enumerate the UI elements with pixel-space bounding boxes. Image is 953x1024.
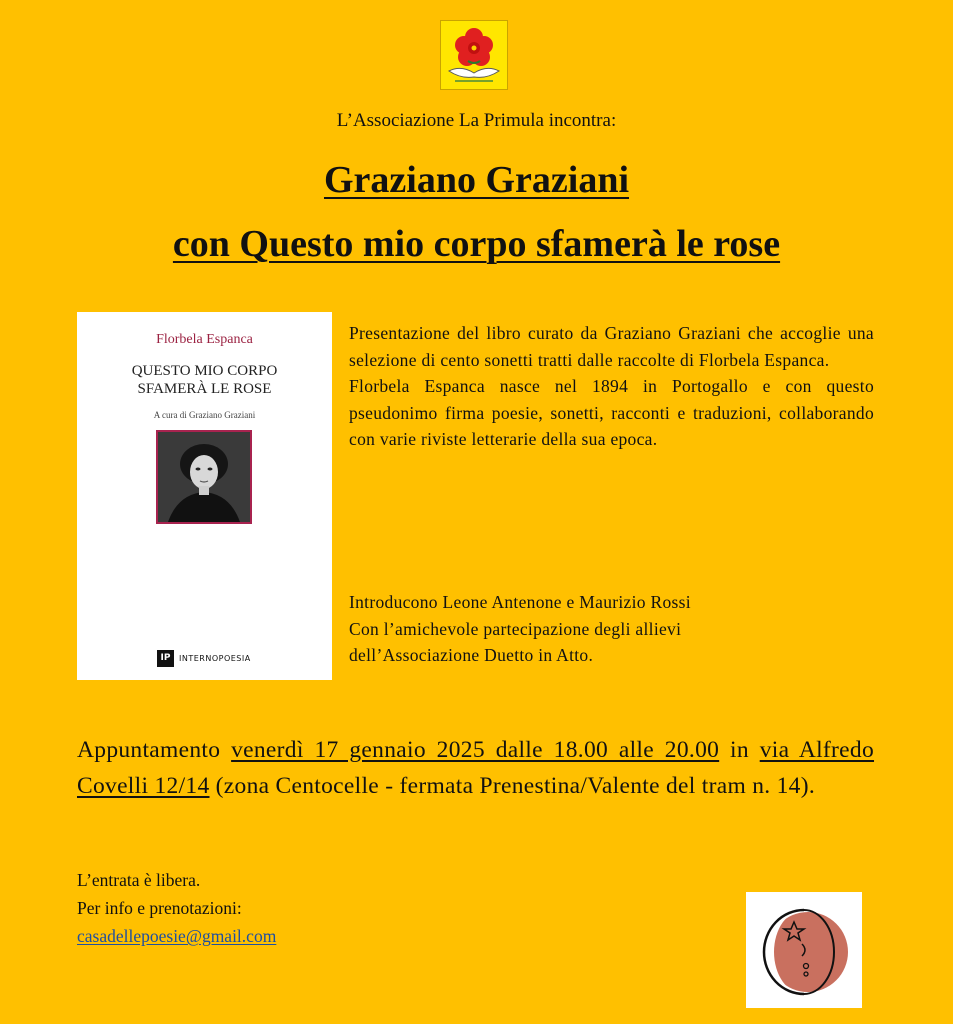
- cover-title-line2: SFAMERÀ LE ROSE: [137, 381, 272, 397]
- cover-editor: A cura di Graziano Graziani: [153, 410, 256, 420]
- appointment-lead: Appuntamento: [77, 737, 232, 763]
- title-book: con Questo mio corpo sfamerà le rose: [172, 223, 781, 265]
- credits-line2: Con l’amichevole partecipazione degli allievi: [349, 618, 682, 639]
- credits-line3: dell’Associazione Duetto in Atto.: [349, 645, 594, 665]
- appointment-datetime: venerdì 17 gennaio 2025 dalle 18.00 alle 20.00: [231, 737, 720, 763]
- cover-title-line1: QUESTO MIO CORPO: [131, 363, 278, 379]
- footer-info: [77, 866, 276, 950]
- cover-title: [77, 362, 332, 398]
- info-text: Per info e prenotazioni:: [77, 898, 242, 918]
- moon-face-logo-icon: [746, 892, 862, 1008]
- entry-free-text: L’entrata è libera.: [77, 870, 201, 890]
- appointment-address: via Alfredo Covelli 12/14: [77, 737, 875, 799]
- publisher-icon: IP: [157, 650, 174, 667]
- appointment-location-detail: (zona Centocelle - fermata Prenestina/Valente del tram n. 14).: [209, 773, 816, 799]
- cover-publisher: [157, 649, 251, 667]
- cover-author: Florbela Espanca: [156, 332, 253, 347]
- description-p1: Presentazione del libro curato da Graziano Graziani che accoglie una selezione di cento sonetti tratti dalle raccolte di Florbela Espanca.: [349, 323, 874, 370]
- author-portrait-icon: [156, 430, 252, 524]
- publisher-name: INTERNOPOESIA: [179, 653, 251, 663]
- appointment-info: [77, 732, 874, 804]
- title-author: Graziano Graziani: [323, 159, 630, 201]
- book-description: [349, 320, 874, 453]
- credits-line1: Introducono Leone Antenone e Maurizio Rossi: [349, 592, 691, 612]
- email-link[interactable]: casadellepoesie@gmail.com: [77, 926, 277, 946]
- intro-text: L’Associazione La Primula incontra:: [336, 110, 617, 131]
- primula-logo-icon: [440, 20, 508, 90]
- description-p2: Florbela Espanca nasce nel 1894 in Portogallo e con questo pseudonimo firma poesie, sonetti, racconti e traduzioni, collaborando con varie riviste letterarie della sua epoca.: [349, 376, 874, 449]
- credits: [349, 589, 874, 669]
- book-cover: [77, 312, 332, 680]
- appointment-in: in: [719, 737, 760, 763]
